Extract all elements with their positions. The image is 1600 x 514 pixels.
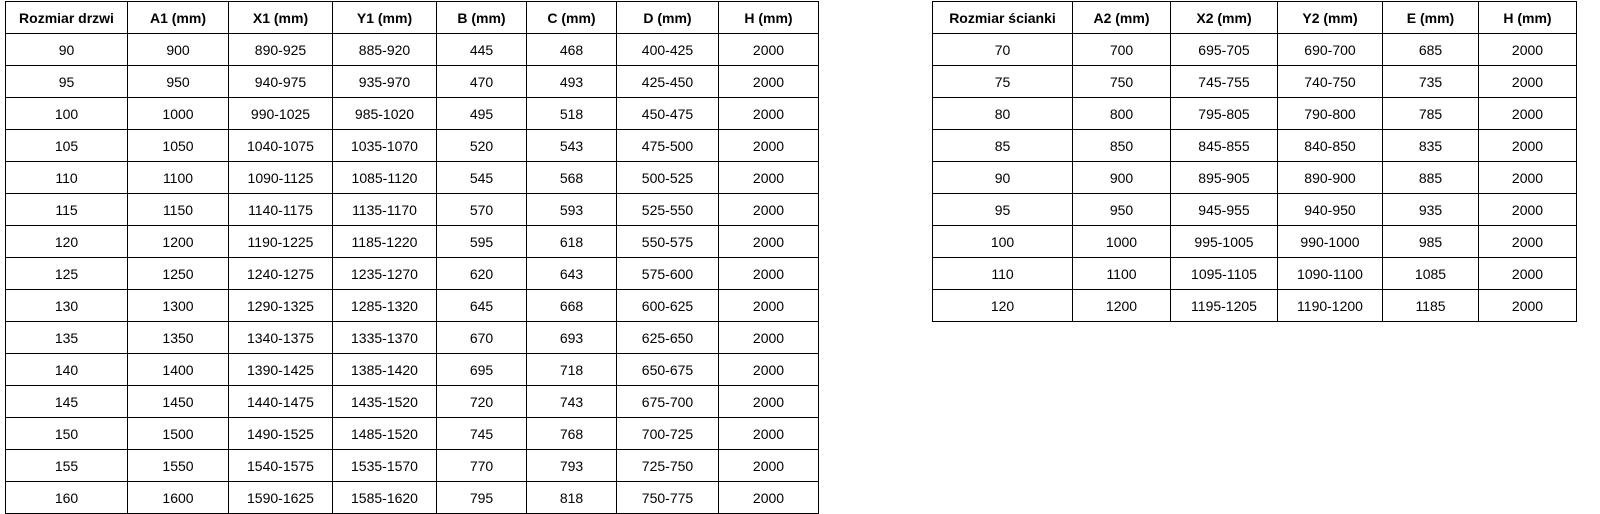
table-cell: 95 (933, 194, 1073, 226)
table-cell: 1085 (1383, 258, 1479, 290)
table-cell: 85 (933, 130, 1073, 162)
table-cell: 1090-1125 (229, 162, 333, 194)
doors-table-body (6, 34, 819, 514)
table-cell: 1540-1575 (229, 450, 333, 482)
table-row (6, 162, 819, 194)
table-cell: 2000 (1479, 34, 1577, 66)
table-row (933, 34, 1577, 66)
table-cell: 135 (6, 322, 128, 354)
table-cell: 1400 (128, 354, 229, 386)
table-cell: 1100 (128, 162, 229, 194)
table-row (6, 450, 819, 482)
table-cell: 690-700 (1278, 34, 1383, 66)
table-cell: 835 (1383, 130, 1479, 162)
table-cell: 818 (527, 482, 617, 514)
table-row (6, 258, 819, 290)
table-cell: 110 (6, 162, 128, 194)
table-cell: 670 (437, 322, 527, 354)
table-header-row (933, 2, 1577, 34)
table-cell: 468 (527, 34, 617, 66)
table-cell: 1185-1220 (333, 226, 437, 258)
table-cell: 1340-1375 (229, 322, 333, 354)
table-cell: 1485-1520 (333, 418, 437, 450)
table-cell: 570 (437, 194, 527, 226)
table-cell: 890-925 (229, 34, 333, 66)
table-cell: 593 (527, 194, 617, 226)
table-cell: 2000 (719, 194, 819, 226)
table-cell: 445 (437, 34, 527, 66)
table-cell: 1590-1625 (229, 482, 333, 514)
table-cell: 940-975 (229, 66, 333, 98)
table-cell: 695-705 (1171, 34, 1278, 66)
table-cell: 720 (437, 386, 527, 418)
table-cell: 718 (527, 354, 617, 386)
table-cell: 155 (6, 450, 128, 482)
table-cell: 1150 (128, 194, 229, 226)
table-cell: 130 (6, 290, 128, 322)
table-cell: 1450 (128, 386, 229, 418)
table-cell: 1300 (128, 290, 229, 322)
walls-column-header: X2 (mm) (1171, 2, 1278, 34)
table-cell: 1100 (1073, 258, 1171, 290)
table-cell: 550-575 (617, 226, 719, 258)
doors-column-header: C (mm) (527, 2, 617, 34)
table-cell: 400-425 (617, 34, 719, 66)
table-cell: 950 (1073, 194, 1171, 226)
table-cell: 100 (6, 98, 128, 130)
table-cell: 768 (527, 418, 617, 450)
table-cell: 645 (437, 290, 527, 322)
table-cell: 2000 (719, 482, 819, 514)
table-cell: 693 (527, 322, 617, 354)
doors-column-header: Y1 (mm) (333, 2, 437, 34)
table-cell: 120 (6, 226, 128, 258)
table-cell: 1190-1225 (229, 226, 333, 258)
table-cell: 500-525 (617, 162, 719, 194)
table-cell: 650-675 (617, 354, 719, 386)
table-cell: 725-750 (617, 450, 719, 482)
table-row (6, 98, 819, 130)
doors-column-header: Rozmiar drzwi (6, 2, 128, 34)
table-cell: 790-800 (1278, 98, 1383, 130)
table-cell: 1335-1370 (333, 322, 437, 354)
table-cell: 1390-1425 (229, 354, 333, 386)
table-row (6, 226, 819, 258)
table-cell: 695 (437, 354, 527, 386)
table-row (933, 66, 1577, 98)
table-cell: 1140-1175 (229, 194, 333, 226)
table-cell: 518 (527, 98, 617, 130)
table-row (933, 194, 1577, 226)
table-row (6, 130, 819, 162)
table-row (933, 290, 1577, 322)
table-row (933, 258, 1577, 290)
table-cell: 2000 (719, 418, 819, 450)
table-row (6, 418, 819, 450)
table-row (933, 130, 1577, 162)
table-cell: 1240-1275 (229, 258, 333, 290)
table-row (6, 290, 819, 322)
table-row (6, 66, 819, 98)
table-cell: 1185 (1383, 290, 1479, 322)
walls-column-header: E (mm) (1383, 2, 1479, 34)
table-cell: 95 (6, 66, 128, 98)
table-cell: 2000 (1479, 226, 1577, 258)
table-cell: 945-955 (1171, 194, 1278, 226)
table-cell: 100 (933, 226, 1073, 258)
doors-table-head (6, 2, 819, 34)
table-cell: 2000 (1479, 162, 1577, 194)
table-cell: 793 (527, 450, 617, 482)
table-cell: 740-750 (1278, 66, 1383, 98)
table-cell: 940-950 (1278, 194, 1383, 226)
table-cell: 618 (527, 226, 617, 258)
table-cell: 800 (1073, 98, 1171, 130)
table-row (6, 354, 819, 386)
table-cell: 795-805 (1171, 98, 1278, 130)
table-cell: 1090-1100 (1278, 258, 1383, 290)
table-cell: 2000 (1479, 98, 1577, 130)
table-cell: 1435-1520 (333, 386, 437, 418)
table-cell: 90 (933, 162, 1073, 194)
table-cell: 1600 (128, 482, 229, 514)
table-cell: 595 (437, 226, 527, 258)
table-cell: 990-1000 (1278, 226, 1383, 258)
table-row (933, 226, 1577, 258)
table-cell: 685 (1383, 34, 1479, 66)
table-cell: 70 (933, 34, 1073, 66)
table-cell: 600-625 (617, 290, 719, 322)
table-cell: 1290-1325 (229, 290, 333, 322)
table-cell: 1095-1105 (1171, 258, 1278, 290)
table-cell: 120 (933, 290, 1073, 322)
table-cell: 2000 (719, 66, 819, 98)
table-cell: 2000 (719, 98, 819, 130)
table-cell: 845-855 (1171, 130, 1278, 162)
table-cell: 700-725 (617, 418, 719, 450)
table-cell: 625-650 (617, 322, 719, 354)
table-cell: 1250 (128, 258, 229, 290)
table-cell: 770 (437, 450, 527, 482)
table-cell: 1040-1075 (229, 130, 333, 162)
table-cell: 470 (437, 66, 527, 98)
table-cell: 2000 (719, 322, 819, 354)
walls-table-head (933, 2, 1577, 34)
table-cell: 2000 (1479, 66, 1577, 98)
table-row (933, 162, 1577, 194)
table-cell: 575-600 (617, 258, 719, 290)
table-cell: 935-970 (333, 66, 437, 98)
table-cell: 1200 (128, 226, 229, 258)
table-cell: 2000 (719, 130, 819, 162)
table-cell: 543 (527, 130, 617, 162)
walls-table-container (932, 1, 1577, 322)
table-cell: 2000 (719, 386, 819, 418)
walls-column-header: Rozmiar ścianki (933, 2, 1073, 34)
table-cell: 750-775 (617, 482, 719, 514)
doors-column-header: B (mm) (437, 2, 527, 34)
table-cell: 568 (527, 162, 617, 194)
table-cell: 80 (933, 98, 1073, 130)
table-cell: 668 (527, 290, 617, 322)
table-cell: 743 (527, 386, 617, 418)
table-cell: 2000 (1479, 258, 1577, 290)
table-cell: 1500 (128, 418, 229, 450)
table-cell: 1285-1320 (333, 290, 437, 322)
table-row (6, 194, 819, 226)
table-cell: 425-450 (617, 66, 719, 98)
table-header-row (6, 2, 819, 34)
table-cell: 2000 (719, 290, 819, 322)
table-cell: 745-755 (1171, 66, 1278, 98)
table-cell: 2000 (719, 162, 819, 194)
table-cell: 890-900 (1278, 162, 1383, 194)
table-cell: 900 (128, 34, 229, 66)
table-cell: 735 (1383, 66, 1479, 98)
table-cell: 1200 (1073, 290, 1171, 322)
table-cell: 895-905 (1171, 162, 1278, 194)
table-cell: 745 (437, 418, 527, 450)
table-cell: 2000 (719, 226, 819, 258)
doors-table-container (5, 1, 819, 514)
table-row (6, 34, 819, 66)
table-cell: 1585-1620 (333, 482, 437, 514)
table-cell: 885 (1383, 162, 1479, 194)
table-cell: 1190-1200 (1278, 290, 1383, 322)
table-row (933, 98, 1577, 130)
table-cell: 150 (6, 418, 128, 450)
table-cell: 140 (6, 354, 128, 386)
table-cell: 493 (527, 66, 617, 98)
table-cell: 1490-1525 (229, 418, 333, 450)
table-cell: 2000 (719, 34, 819, 66)
table-cell: 2000 (719, 450, 819, 482)
table-cell: 2000 (719, 258, 819, 290)
walls-column-header: H (mm) (1479, 2, 1577, 34)
doors-column-header: A1 (mm) (128, 2, 229, 34)
walls-table-body (933, 34, 1577, 322)
table-cell: 885-920 (333, 34, 437, 66)
table-cell: 2000 (719, 354, 819, 386)
table-cell: 475-500 (617, 130, 719, 162)
table-cell: 985-1020 (333, 98, 437, 130)
table-cell: 850 (1073, 130, 1171, 162)
table-cell: 1195-1205 (1171, 290, 1278, 322)
table-cell: 520 (437, 130, 527, 162)
doors-column-header: H (mm) (719, 2, 819, 34)
table-cell: 1440-1475 (229, 386, 333, 418)
table-cell: 620 (437, 258, 527, 290)
table-cell: 1085-1120 (333, 162, 437, 194)
table-cell: 1000 (1073, 226, 1171, 258)
table-cell: 1050 (128, 130, 229, 162)
table-cell: 950 (128, 66, 229, 98)
table-cell: 1135-1170 (333, 194, 437, 226)
table-cell: 105 (6, 130, 128, 162)
doors-column-header: X1 (mm) (229, 2, 333, 34)
table-cell: 935 (1383, 194, 1479, 226)
table-cell: 795 (437, 482, 527, 514)
table-cell: 1035-1070 (333, 130, 437, 162)
table-cell: 900 (1073, 162, 1171, 194)
table-cell: 785 (1383, 98, 1479, 130)
table-cell: 110 (933, 258, 1073, 290)
table-cell: 1000 (128, 98, 229, 130)
table-cell: 700 (1073, 34, 1171, 66)
table-cell: 145 (6, 386, 128, 418)
doors-dimensions-table (5, 1, 819, 514)
table-cell: 450-475 (617, 98, 719, 130)
table-cell: 1535-1570 (333, 450, 437, 482)
table-cell: 675-700 (617, 386, 719, 418)
table-cell: 75 (933, 66, 1073, 98)
table-cell: 90 (6, 34, 128, 66)
table-row (6, 482, 819, 514)
table-cell: 750 (1073, 66, 1171, 98)
table-row (6, 322, 819, 354)
table-row (6, 386, 819, 418)
table-cell: 160 (6, 482, 128, 514)
table-cell: 985 (1383, 226, 1479, 258)
walls-dimensions-table (932, 1, 1577, 322)
walls-column-header: A2 (mm) (1073, 2, 1171, 34)
table-cell: 643 (527, 258, 617, 290)
table-cell: 2000 (1479, 194, 1577, 226)
table-cell: 1385-1420 (333, 354, 437, 386)
table-cell: 995-1005 (1171, 226, 1278, 258)
table-cell: 840-850 (1278, 130, 1383, 162)
table-cell: 1350 (128, 322, 229, 354)
walls-column-header: Y2 (mm) (1278, 2, 1383, 34)
table-cell: 495 (437, 98, 527, 130)
table-cell: 525-550 (617, 194, 719, 226)
table-cell: 990-1025 (229, 98, 333, 130)
table-cell: 545 (437, 162, 527, 194)
doors-column-header: D (mm) (617, 2, 719, 34)
table-cell: 115 (6, 194, 128, 226)
table-cell: 2000 (1479, 130, 1577, 162)
table-cell: 125 (6, 258, 128, 290)
table-cell: 1235-1270 (333, 258, 437, 290)
table-cell: 1550 (128, 450, 229, 482)
table-cell: 2000 (1479, 290, 1577, 322)
